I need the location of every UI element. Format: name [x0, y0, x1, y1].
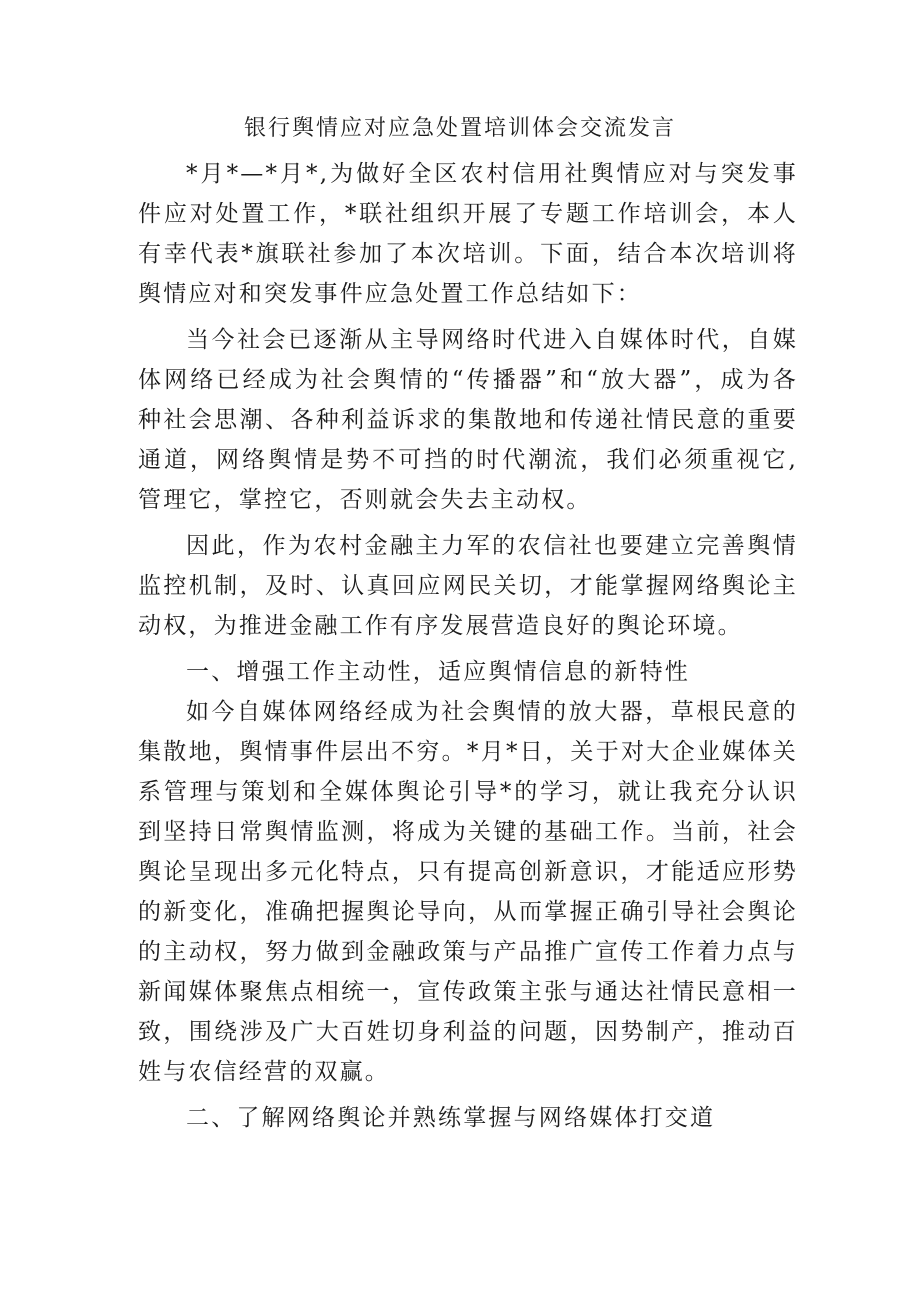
section-heading-2: 二、了解网络舆论并熟练掌握与网络媒体打交道: [186, 1105, 716, 1131]
paragraph-background: 当今社会已逐渐从主导网络时代进入自媒体时代，自媒体网络已经成为社会舆情的“传播器”和“放大器”，成为各种社会思潮、各种利益诉求的集散地和传递社情民意的重要通道，网络舆情是势不可挡的时代潮流，我们必须重视它,管理它，掌控它，否则就会失去主动权。: [138, 327, 798, 513]
document-body: [138, 154, 798, 1138]
document-title: 银行舆情应对应急处置培训体会交流发言: [243, 116, 676, 141]
paragraph-section-1: 如今自媒体网络经成为社会舆情的放大器，草根民意的集散地，舆情事件层出不穷。*月*日，关于对大企业媒体关系管理与策划和全媒体舆论引导*的学习，就让我充分认识到坚持日常舆情监测，将成为关键的基础工作。当前，社会舆论呈现出多元化特点，只有提高创新意识，才能适应形势的新变化，准确把握舆论导向，从而掌握正确引导社会舆论的主动权，努力做到金融政策与产品推广宣传工作着力点与新闻媒体聚焦点相统一，宣传政策主张与通达社情民意相一致，围绕涉及广大百姓切身利益的问题，因势制产，推动百姓与农信经营的双赢。: [138, 699, 798, 1085]
paragraph-therefore: 因此，作为农村金融主力军的农信社也要建立完善舆情监控机制，及时、认真回应网民关切，才能掌握网络舆论主动权，为推进金融工作有序发展营造良好的舆论环境。: [138, 533, 798, 639]
section-heading-1: 一、增强工作主动性，适应舆情信息的新特性: [186, 659, 690, 685]
paragraph-intro: *月*—*月*,为做好全区农村信用社舆情应对与突发事件应对处置工作，*联社组织开展了专题工作培训会，本人有幸代表*旗联社参加了本次培训。下面，结合本次培训将舆情应对和突发事件应急处置工作总结如下：: [138, 161, 798, 307]
